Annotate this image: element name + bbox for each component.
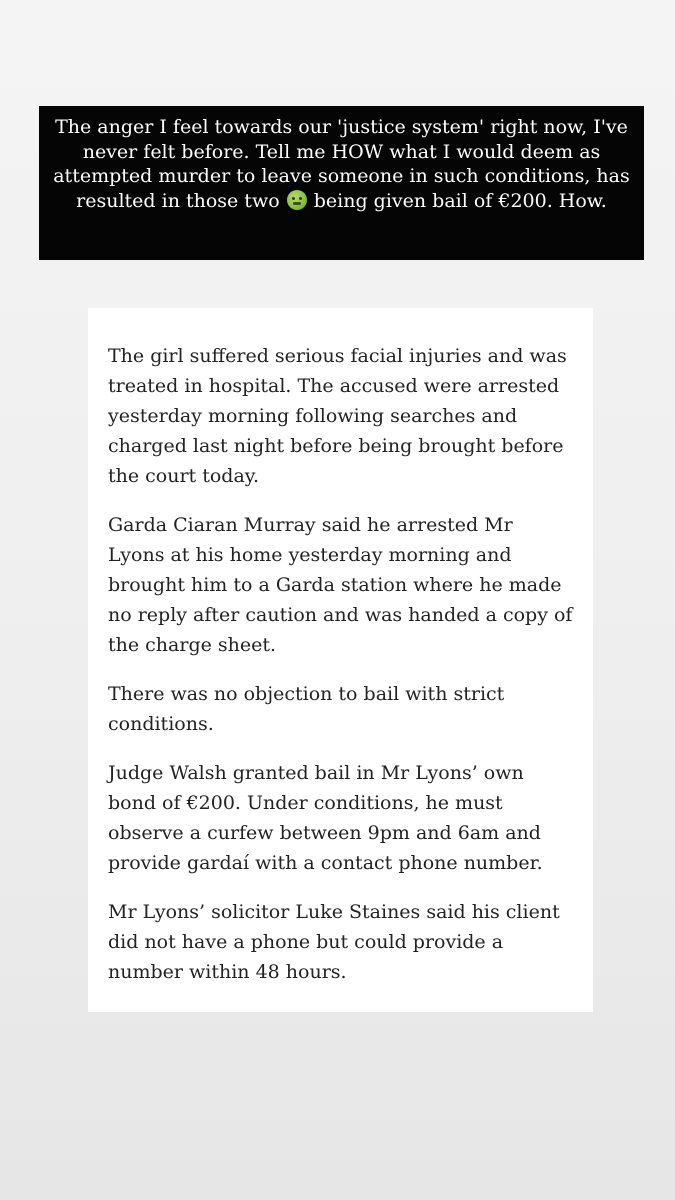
article-screenshot: [88, 308, 593, 1012]
nauseated-face-emoji-icon: [287, 190, 307, 210]
article-paragraph-bail-granted: Judge Walsh granted bail in Mr Lyons’ own bond of €200. Under conditions, he must observe a curfew between 9pm and 6am and provide gardaí with a contact phone number.: [108, 762, 543, 874]
article-paragraph-no-objection: There was no objection to bail with strict conditions.: [108, 683, 505, 735]
caption-text: [49, 115, 634, 213]
article-paragraph-solicitor: Mr Lyons’ solicitor Luke Staines said his client did not have a phone but could provide a number within 48 hours.: [108, 901, 560, 983]
article-paragraph-injuries: The girl suffered serious facial injuries and was treated in hospital. The accused were arrested yesterday morning following searches and charged last night before being brought before the court today.: [108, 345, 567, 487]
caption-text-after-emoji: being given bail of €200. How.: [313, 189, 607, 212]
story-caption: [39, 106, 644, 260]
article-paragraph-arrest: Garda Ciaran Murray said he arrested Mr Lyons at his home yesterday morning and brought him to a Garda station where he made no reply after caution and was handed a copy of the charge sheet.: [108, 514, 573, 656]
caption-text-before-emoji: The anger I feel towards our 'justice system' right now, I've never felt before. Tell me HOW what I would deem as attempted murder to leave someone in such conditions, has resulted in those two: [53, 116, 630, 212]
